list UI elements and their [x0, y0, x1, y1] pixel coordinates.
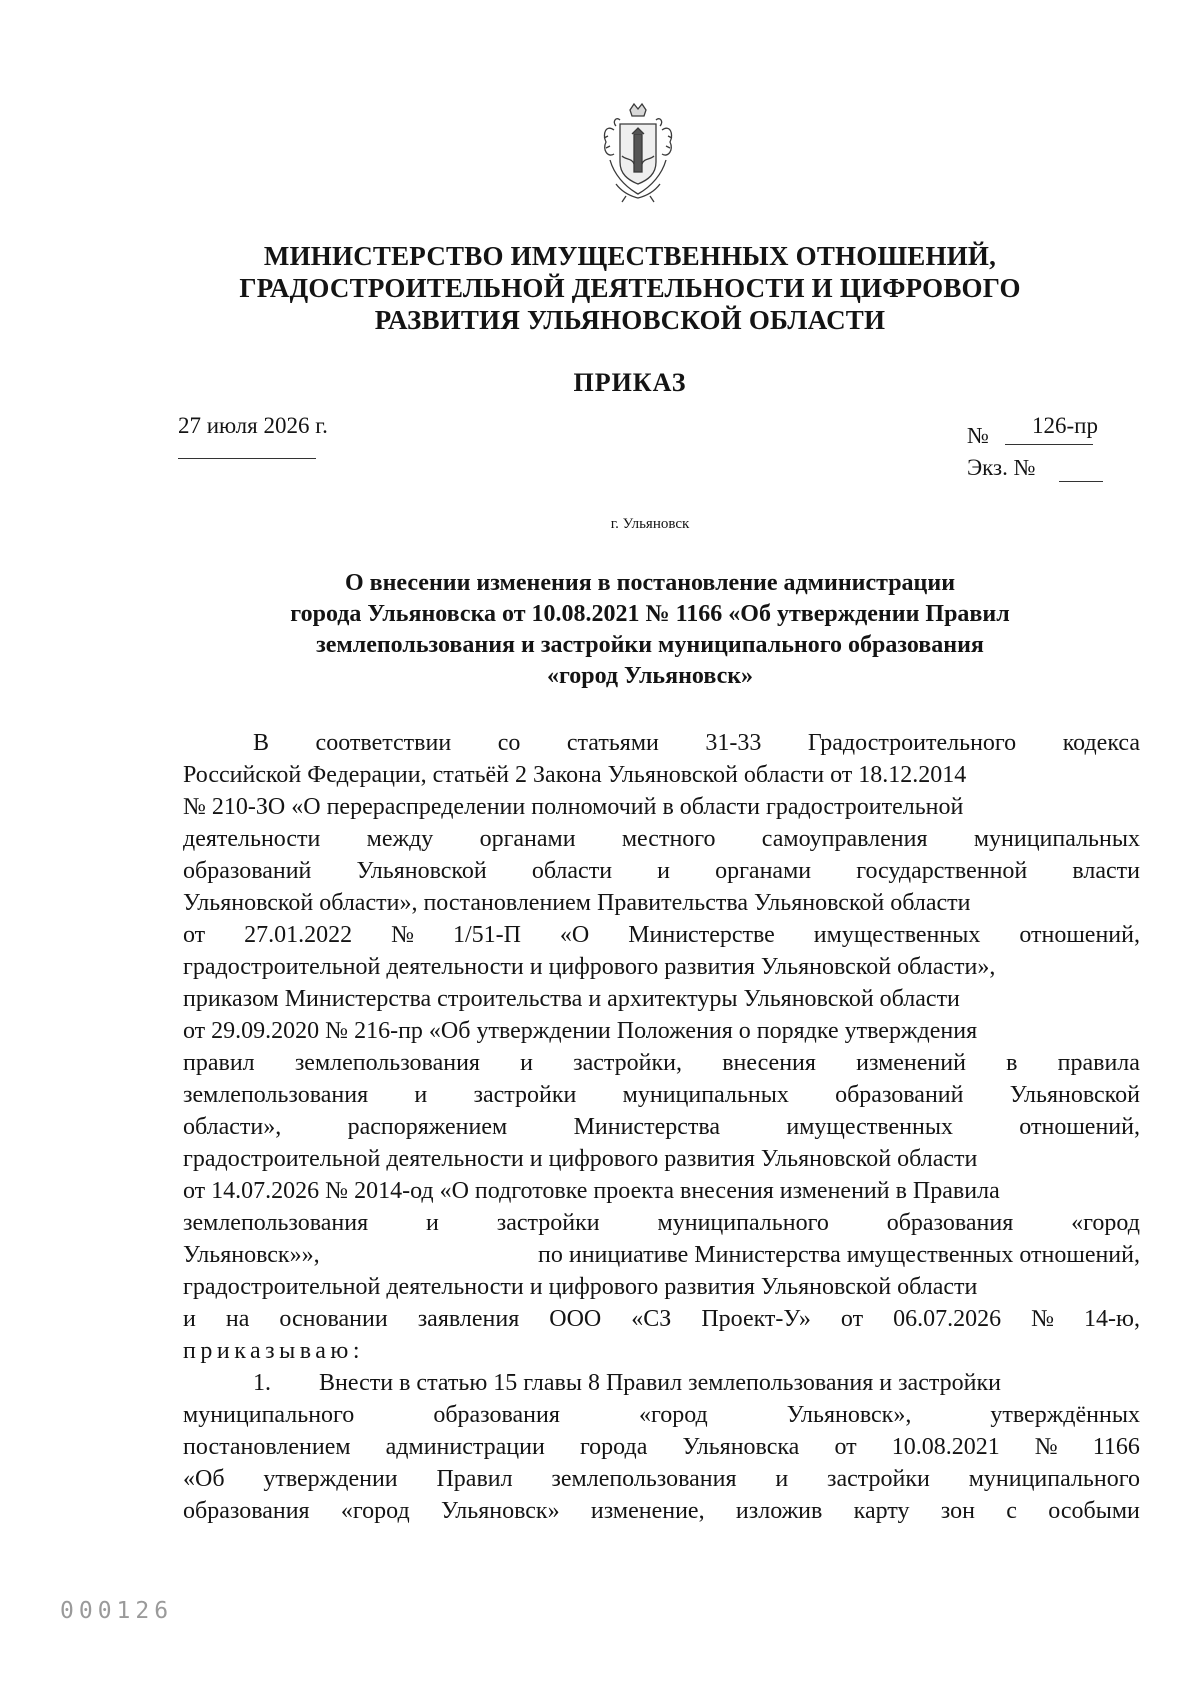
text-fragment: градостроительной деятельности и цифрового развития Ульяновской области»,	[183, 954, 996, 980]
text-fragment: от 29.09.2020 № 216-пр «Об утверждении Положения о порядке утверждения	[183, 1018, 978, 1044]
subject-line: города Ульяновска от 10.08.2021 № 1166 «Об утверждении Правил	[290, 601, 1010, 627]
text-fragment: и	[775, 1466, 789, 1492]
text-fragment: имущественных	[813, 922, 981, 948]
text-fragment: градостроительной деятельности и цифрового развития Ульяновской области	[183, 1146, 978, 1172]
text-fragment: администрации	[385, 1434, 545, 1460]
text-line	[183, 1463, 1140, 1495]
ministry-title-line: ГРАДОСТРОИТЕЛЬНОЙ ДЕЯТЕЛЬНОСТИ И ЦИФРОВОГО	[239, 273, 1021, 303]
text-line	[183, 1143, 1140, 1175]
text-fragment: кодекса	[1062, 730, 1140, 756]
text-fragment: образований	[183, 858, 312, 884]
text-fragment: образования	[886, 1210, 1014, 1236]
text-line	[183, 823, 1140, 855]
text-fragment: 27.01.2022	[244, 922, 353, 948]
text-fragment: Градостроительного	[807, 730, 1017, 756]
text-fragment: и	[520, 1050, 533, 1076]
text-fragment: №	[391, 922, 414, 948]
text-fragment: «город	[1071, 1210, 1140, 1236]
text-fragment: градостроительной деятельности и цифрового развития Ульяновской области	[183, 1274, 978, 1300]
ministry-title-line: РАЗВИТИЯ УЛЬЯНОВСКОЙ ОБЛАСТИ	[374, 305, 886, 335]
text-fragment: государственной	[856, 858, 1028, 884]
text-line	[183, 1399, 1140, 1431]
text-fragment: «О	[559, 922, 590, 948]
text-fragment: образования	[433, 1402, 560, 1428]
text-fragment: № 210-ЗО «О перераспределении полномочий в области градостроительной	[183, 794, 964, 820]
number-underline	[1005, 444, 1093, 445]
text-fragment: имущественных	[786, 1114, 953, 1140]
text-fragment: Ульяновск»»,	[183, 1242, 320, 1268]
text-fragment: Ульяновской области», постановлением Правительства Ульяновской области	[183, 890, 971, 916]
text-fragment: №	[1031, 1306, 1055, 1332]
text-fragment: Ульяновск»,	[786, 1402, 912, 1428]
text-line	[183, 1239, 1140, 1271]
subject-line: О внесении изменения в постановление администрации	[344, 570, 956, 596]
text-fragment: застройки	[826, 1466, 930, 1492]
text-fragment: образований	[835, 1082, 964, 1108]
text-fragment: Министерстве	[628, 922, 775, 948]
item-1-continuation	[183, 1399, 1140, 1527]
text-fragment: муниципального	[968, 1466, 1140, 1492]
text-line	[183, 1079, 1140, 1111]
text-fragment: 06.07.2026	[893, 1306, 1002, 1332]
item-1-first-line	[183, 1367, 1140, 1399]
text-line	[183, 1303, 1140, 1335]
text-fragment: утверждённых	[990, 1402, 1140, 1428]
text-fragment: отношений,	[1019, 1114, 1140, 1140]
text-fragment: 14-ю,	[1084, 1306, 1140, 1332]
text-fragment: муниципального	[183, 1402, 355, 1428]
ministry-title	[180, 240, 1080, 336]
archive-stamp: 000126	[60, 1598, 174, 1624]
text-fragment: изложив	[735, 1498, 823, 1524]
text-fragment: от 14.07.2026 № 2014-од «О подготовке проекта внесения изменений в Правила	[183, 1178, 1000, 1204]
text-fragment: образования	[183, 1498, 310, 1524]
text-fragment: «город	[340, 1498, 410, 1524]
text-fragment: в	[1006, 1050, 1018, 1076]
text-fragment: 1166	[1092, 1434, 1140, 1460]
text-fragment: муниципального	[657, 1210, 829, 1236]
text-fragment: области»,	[183, 1114, 282, 1140]
order-subject	[180, 568, 1120, 692]
text-line	[183, 887, 1140, 919]
text-fragment: отношений,	[1019, 922, 1140, 948]
text-fragment: основании	[279, 1306, 388, 1332]
text-line	[183, 1207, 1140, 1239]
text-fragment: Правил	[436, 1466, 513, 1492]
text-fragment: утверждении	[263, 1466, 398, 1492]
ministry-title-line: МИНИСТЕРСТВО ИМУЩЕСТВЕННЫХ ОТНОШЕНИЙ,	[263, 241, 997, 271]
text-fragment: от	[834, 1434, 857, 1460]
subject-line: «город Ульяновск»	[546, 663, 754, 689]
copy-number-blank	[1059, 481, 1103, 482]
text-fragment: внесения	[722, 1050, 816, 1076]
text-fragment: Ульяновска	[682, 1434, 800, 1460]
preamble	[183, 727, 1140, 1335]
text-fragment: органами	[479, 826, 576, 852]
order-number: 126-пр	[1032, 413, 1098, 438]
text-line	[183, 983, 1140, 1015]
text-fragment: №	[1034, 1434, 1058, 1460]
text-line	[183, 759, 1140, 791]
item-1-text: Внести в статью 15 главы 8 Правил землепользования и застройки	[319, 1370, 1001, 1396]
text-fragment: «Об	[183, 1466, 225, 1492]
text-fragment: правила	[1057, 1050, 1140, 1076]
text-fragment: 1/51-П	[452, 922, 521, 948]
text-line	[183, 1495, 1140, 1527]
text-fragment: особыми	[1048, 1498, 1140, 1524]
text-line	[183, 1047, 1140, 1079]
date-underline	[178, 458, 316, 459]
number-sign: №	[967, 423, 989, 448]
text-fragment: карту	[853, 1498, 910, 1524]
text-fragment: с	[1006, 1498, 1017, 1524]
order-body	[183, 727, 1140, 1527]
text-fragment: «СЗ	[631, 1306, 672, 1332]
text-fragment: по инициативе Министерства имущественных отношений,	[538, 1242, 1140, 1268]
text-fragment: Проект-У»	[701, 1306, 811, 1332]
text-fragment: и	[426, 1210, 439, 1236]
text-fragment: землепользования	[551, 1466, 737, 1492]
text-fragment: 31-33	[705, 730, 762, 756]
document-type: ПРИКАЗ	[573, 368, 687, 397]
text-fragment: застройки	[496, 1210, 600, 1236]
text-fragment: Ульяновской	[356, 858, 487, 884]
text-line	[183, 919, 1140, 951]
copy-number-block	[967, 455, 1036, 481]
text-fragment: Российской Федерации, статьёй 2 Закона Ульяновской области от 18.12.2014	[183, 762, 967, 788]
text-fragment: постановлением	[183, 1434, 351, 1460]
text-fragment: между	[366, 826, 434, 852]
text-line	[183, 1111, 1140, 1143]
text-line	[183, 951, 1140, 983]
text-fragment: ООО	[549, 1306, 602, 1332]
text-fragment: на	[225, 1306, 250, 1332]
text-fragment: города	[579, 1434, 648, 1460]
text-line	[183, 1271, 1140, 1303]
text-fragment: муниципальных	[622, 1082, 789, 1108]
order-word: приказываю:	[183, 1338, 365, 1364]
text-fragment: землепользования	[183, 1082, 369, 1108]
text-line	[183, 1175, 1140, 1207]
copy-label: Экз. №	[967, 455, 1036, 480]
text-line	[183, 791, 1140, 823]
city: г. Ульяновск	[610, 516, 690, 532]
text-fragment: статьями	[566, 730, 659, 756]
subject-line: землепользования и застройки муниципального образования	[316, 632, 984, 658]
text-fragment: изменений	[856, 1050, 966, 1076]
text-fragment: местного	[621, 826, 716, 852]
text-fragment: 10.08.2021	[891, 1434, 1000, 1460]
text-fragment: «город	[638, 1402, 708, 1428]
text-fragment: застройки,	[573, 1050, 683, 1076]
text-fragment: зон	[940, 1498, 975, 1524]
text-fragment: и	[414, 1082, 428, 1108]
text-fragment: застройки	[473, 1082, 577, 1108]
text-fragment: от	[840, 1306, 864, 1332]
text-fragment: соответствии	[315, 730, 452, 756]
text-fragment: Министерства	[573, 1114, 721, 1140]
order-date: 27 июля 2026 г.	[178, 413, 328, 438]
text-fragment: и	[183, 1306, 196, 1332]
text-fragment: органами	[715, 858, 812, 884]
text-fragment: муниципальных	[973, 826, 1140, 852]
text-fragment: власти	[1072, 858, 1140, 884]
text-fragment: В	[253, 730, 270, 756]
text-fragment: от	[183, 922, 206, 948]
text-line	[183, 1015, 1140, 1047]
text-fragment: изменение,	[590, 1498, 705, 1524]
text-fragment: приказом Министерства строительства и архитектуры Ульяновской области	[183, 986, 960, 1012]
text-line	[183, 727, 1140, 759]
text-fragment: землепользования	[183, 1210, 369, 1236]
item-number: 1. Внести в статью 15 главы 8 Правил землепользования и застройки	[253, 1370, 1001, 1396]
text-fragment: со	[497, 730, 521, 756]
text-fragment: распоряжением	[347, 1114, 508, 1140]
coat-of-arms-icon	[596, 100, 680, 204]
text-fragment: заявления	[417, 1306, 520, 1332]
text-fragment: землепользования	[294, 1050, 480, 1076]
text-fragment: самоуправления	[761, 826, 928, 852]
text-line	[183, 1431, 1140, 1463]
text-fragment: области	[531, 858, 613, 884]
text-fragment: деятельности	[183, 826, 321, 852]
text-fragment: и	[657, 858, 670, 884]
text-line	[183, 855, 1140, 887]
text-fragment: Ульяновск»	[441, 1498, 560, 1524]
text-fragment: правил	[183, 1050, 255, 1076]
text-fragment: Ульяновской	[1009, 1082, 1140, 1108]
